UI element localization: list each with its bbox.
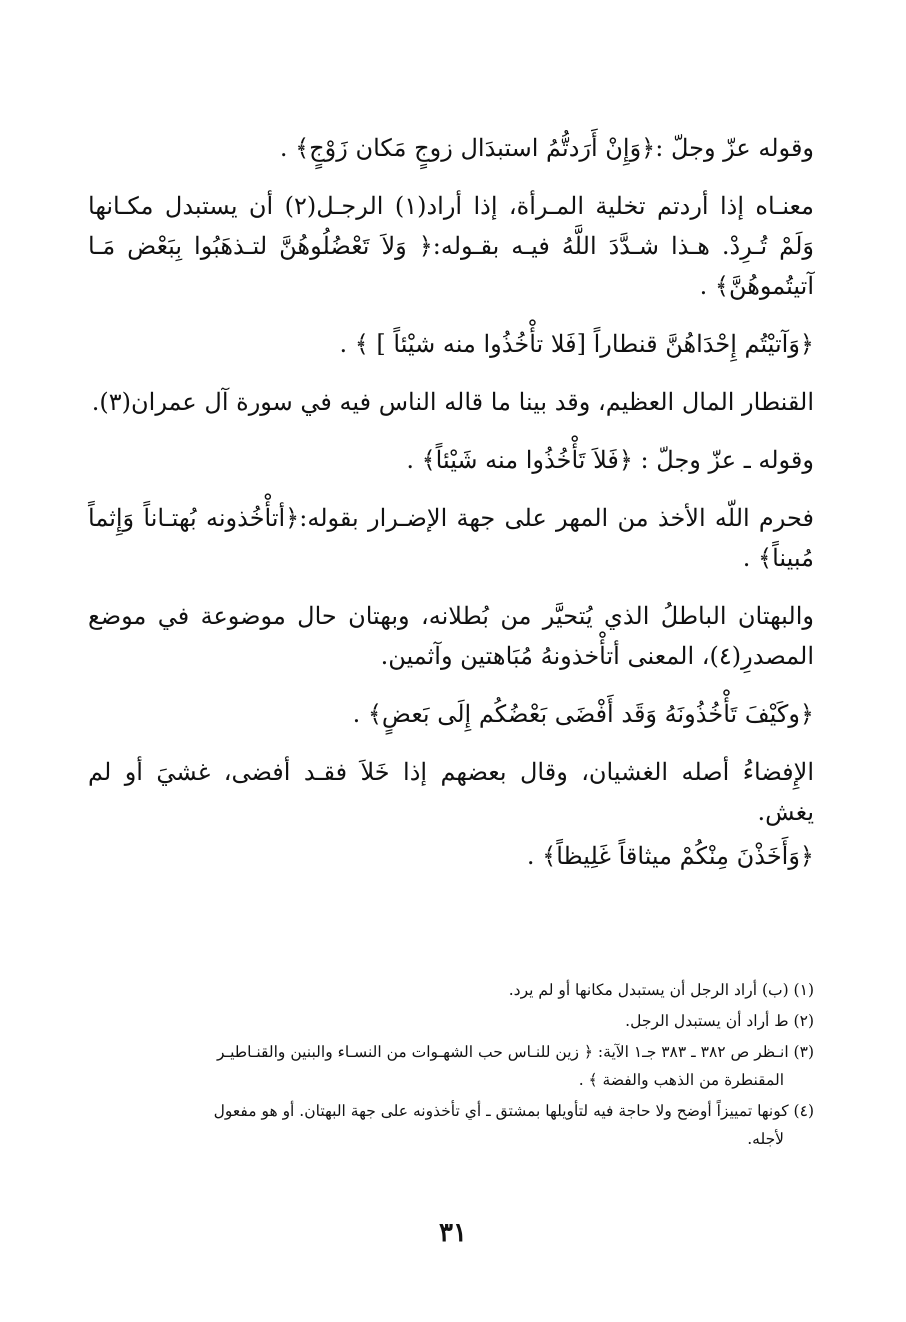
footnote-3 [88,1038,814,1094]
footnote-text: (٤) كونها تمييزاً أوضح ولا حاجة فيه لتأويلها بمشتق ـ أي تأخذونه على جهة البهتان. أو هو مفعول [213,1102,814,1120]
footnotes [88,976,814,1156]
footnote-text: (١) (ب) أراد الرجل أن يستبدل مكانها أو لم يرد. [508,981,814,999]
footnote-text: (٣) انـظر ص ٣٨٢ ـ ٣٨٣ جـ١ الآية: ﴿ زين للنـاس حب الشهـوات من النسـاء والبنين والقنـاطيـر [217,1043,814,1061]
footnote-1 [88,976,814,1004]
paragraph-3: فحرم اللّه الأخذ من المهر على جهة الإضـرار بقوله:﴿أتأْخُذونه بُهتـاناً وَإِثماً مُبيناً﴾ . [88,504,814,572]
paragraph-5: الإِفضاءُ أصله الغشيان، وقال بعضهم إذا خَلاَ فقـد أفضى، غشيَ أو لم يغش. [88,758,814,826]
paragraph-1: معنـاه إذا أردتم تخلية المـرأة، إذا أراد(١) الرجـل(٢) أن يستبدل مكـانها وَلَمْ تُـرِدْ. هـذا شـدَّدَ اللَّهُ فيـه بقـوله:﴿ وَلاَ تَعْضُلُوهُنَّ لتـذهَبُوا بِبَعْض مَـا آتيتُموهُنَّ﴾ . [88,192,814,300]
footnote-text: (٢) ط أراد أن يستبدل الرجل. [625,1012,814,1030]
footnote-continuation: المقنطرة من الذهب والفضة ﴾ . [578,1071,784,1089]
paragraph-4: والبهتان الباطلُ الذي يُتحيَّر من بُطلانه، وبهتان حال موضوعة في موضع المصدرِ(٤)، المعنى أتأْخذونهُ مُبَاهتين وآثمين. [88,602,814,670]
paragraph-2: القنطار المال العظيم، وقد بينا ما قاله الناس فيه في سورة آل عمران(٣). [91,388,814,416]
paragraph-verse-3: وقوله ـ عزّ وجلّ : ﴿فَلاَ تَأْخُذُوا منه شَيْئاً﴾ . [406,446,814,474]
paragraph-verse-4: ﴿وكَيْفَ تَأْخُذُونَهُ وَقَد أَفْضَى بَعْضُكُم إِلَى بَعضٍ﴾ . [352,700,814,728]
paragraph-verse-5: ﴿وَأَخَذْنَ مِنْكُمْ ميثاقاً غَلِيظاً﴾ . [526,842,814,870]
footnote-4 [88,1097,814,1153]
main-text [88,128,814,894]
paragraph-verse-1: وقوله عزّ وجلّ :﴿وَإِنْ أَرَدتُّمُ استبدَال زوجٍ مَكان زَوْجٍ﴾ . [279,134,814,162]
page-number: ٣١ [439,1218,467,1248]
paragraph-verse-2: ﴿وَآتيْتُم إِحْدَاهُنَّ قنطاراً [فَلا تأْخُذُوا منه شيْئاً ] ﴾ . [339,330,814,358]
footnote-continuation: لأجله. [747,1130,784,1148]
footnote-2 [88,1007,814,1035]
